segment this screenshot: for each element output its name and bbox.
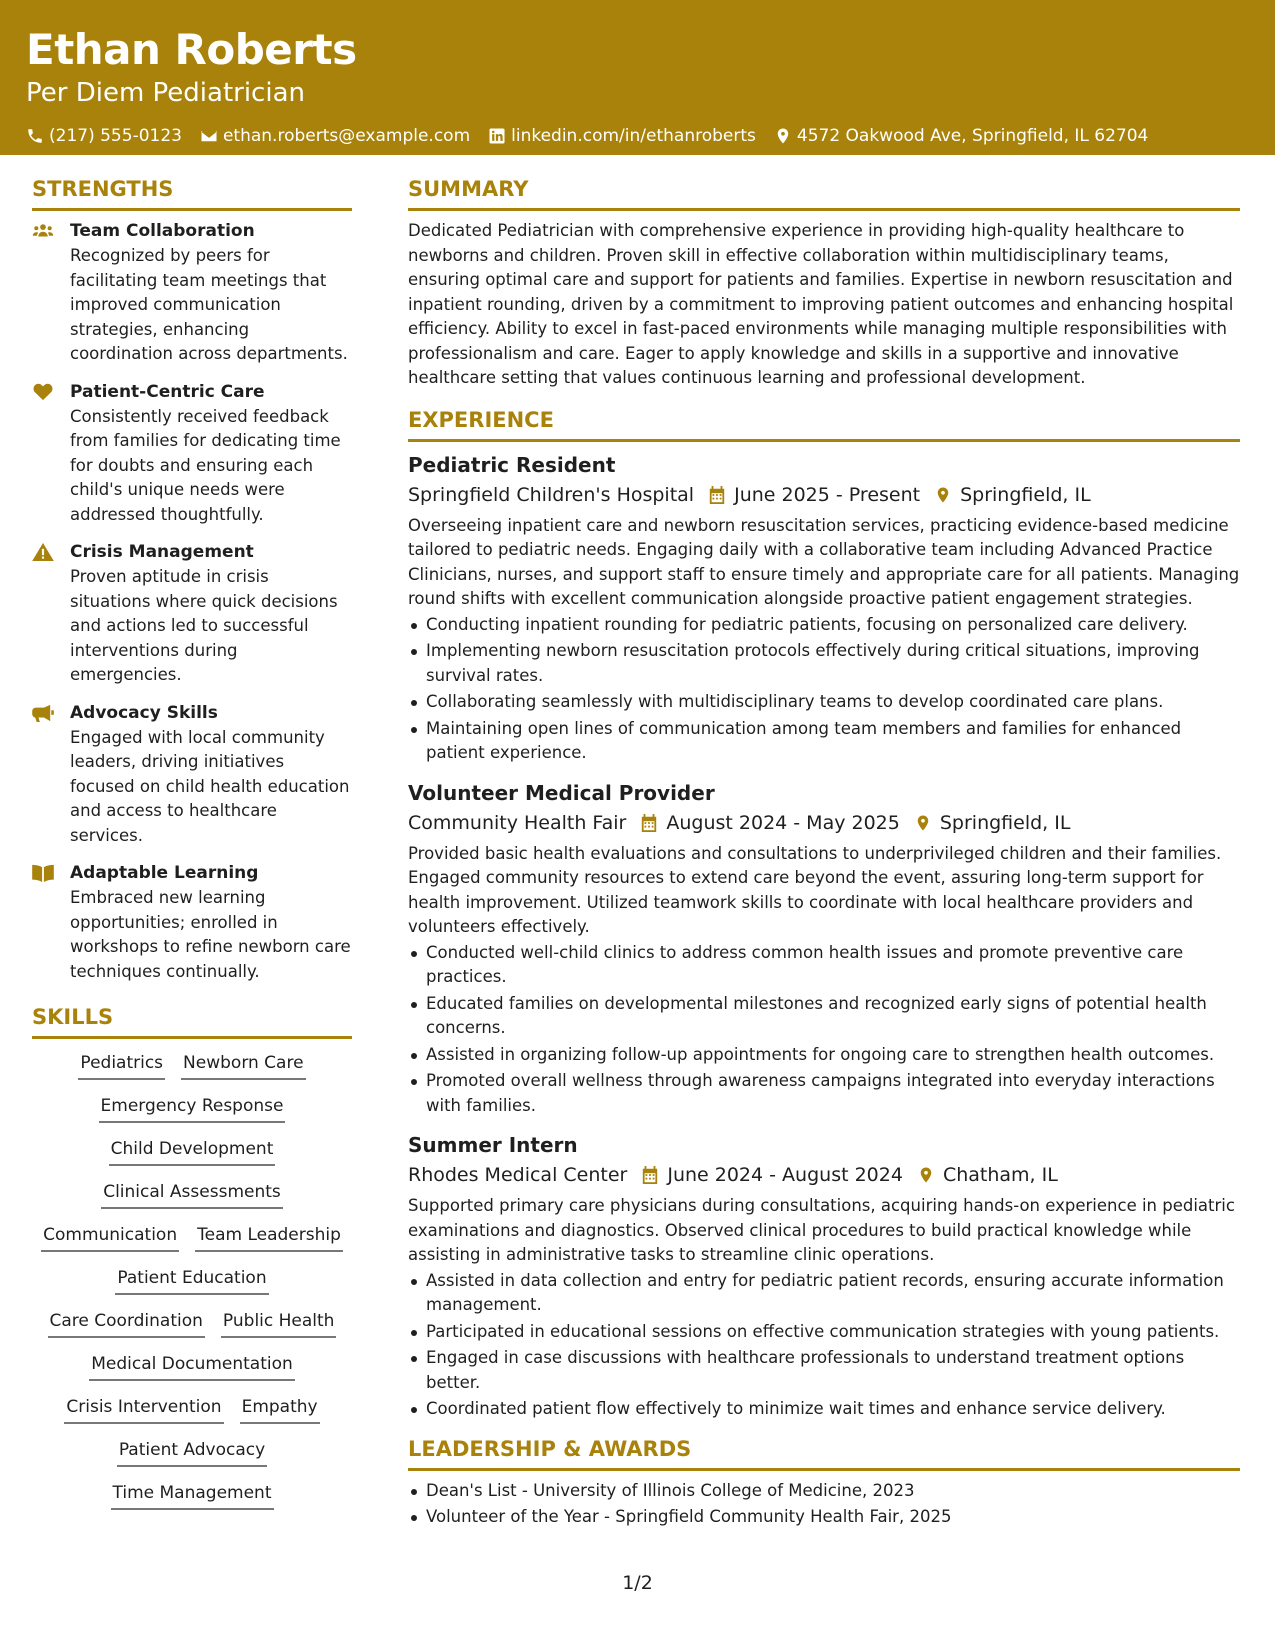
strength-title: Team Collaboration (70, 221, 255, 241)
skill-row (32, 1265, 352, 1297)
job-description: Overseeing inpatient care and newborn resuscitation services, practicing evidence-based medicine tailored to pediatric needs. Engaging daily with a collaborative team including Advanced Practice Clinicians, nurses, and support staff to ensure timely and appropriate care for all patients. Managing round shifts with excellent communication alongside proactive patient engagement strategies. (408, 515, 1240, 608)
contact-address-text: 4572 Oakwood Ave, Springfield, IL 62704 (796, 126, 1149, 146)
contact-bar (26, 126, 1249, 146)
job-dates (640, 808, 900, 838)
skill-tag: Patient Advocacy (117, 1437, 267, 1467)
strength-title: Adaptable Learning (70, 863, 259, 883)
job-bullet: Maintaining open lines of communication among team members and families for enhanced patient experience. (408, 717, 1240, 766)
leadership-heading: LEADERSHIP & AWARDS (408, 1434, 1240, 1471)
job-location-text: Springfield, IL (960, 483, 1091, 506)
left-column (32, 174, 352, 1512)
job-meta (408, 480, 1240, 510)
job-description: Provided basic health evaluations and consultations to underprivileged children and their families. Engaged community resources to extend care beyond the event, assuring long-term support for health improvement. Utilized teamwork skills to coordinate with local healthcare providers and volunteers effectively. (408, 843, 1222, 936)
job-title: Summer Intern (408, 1133, 578, 1157)
skill-row (32, 1093, 352, 1125)
skill-tag: Empathy (240, 1394, 320, 1424)
strength-item (32, 219, 352, 367)
job-dates (708, 480, 920, 510)
job-bullet: Promoted overall wellness through awareness campaigns integrated into everyday interactions with families. (408, 1069, 1240, 1118)
contact-linkedin-text: linkedin.com/in/ethanroberts (511, 126, 756, 146)
megaphone-icon (32, 704, 54, 722)
job-meta (408, 808, 1240, 838)
job-title: Pediatric Resident (408, 452, 616, 477)
right-column (408, 174, 1240, 1532)
book-icon (32, 864, 54, 882)
job-description: Supported primary care physicians during consultations, acquiring hands-on experience in pediatric examinations and diagnostics. Observed clinical procedures to build practical knowledge while assisting in administrative tasks to streamline clinic operations. (408, 1196, 1235, 1264)
skill-tag: Public Health (221, 1308, 337, 1338)
strength-desc: Engaged with local community leaders, driving initiatives focused on child health education and access to healthcare services. (70, 727, 350, 845)
job-location (934, 480, 1091, 510)
skill-tag: Newborn Care (181, 1050, 306, 1080)
skill-tag: Team Leadership (195, 1222, 343, 1252)
job-entry (408, 778, 1240, 1119)
job-dates (641, 1160, 903, 1190)
job-bullet: Assisted in organizing follow-up appointments for ongoing care to strengthen health outcomes. (408, 1043, 1240, 1068)
skill-tag: Pediatrics (78, 1050, 165, 1080)
job-location (914, 808, 1071, 838)
strength-item (32, 380, 352, 528)
skill-tag: Clinical Assessments (101, 1179, 283, 1209)
skill-row (32, 1351, 352, 1383)
summary-heading: SUMMARY (408, 174, 1240, 211)
job-org: Community Health Fair (408, 811, 627, 834)
job-entry (408, 1130, 1240, 1422)
strength-desc: Embraced new learning opportunities; enrolled in workshops to refine newborn care techniques continually. (70, 888, 351, 981)
skill-tag: Emergency Response (99, 1093, 286, 1123)
calendar-icon (708, 485, 726, 505)
skill-row (32, 1480, 352, 1512)
skill-tag: Communication (41, 1222, 179, 1252)
contact-email[interactable] (200, 126, 470, 146)
heart-icon (32, 383, 54, 401)
skill-row (32, 1437, 352, 1469)
skills-heading: SKILLS (32, 1002, 352, 1039)
candidate-name: Ethan Roberts (26, 25, 357, 74)
skill-tag: Crisis Intervention (64, 1394, 223, 1424)
contact-address (774, 126, 1149, 146)
contact-phone[interactable] (26, 126, 182, 146)
job-meta (408, 1160, 1240, 1190)
map-pin-icon (914, 813, 932, 833)
envelope-icon (200, 127, 218, 145)
strength-title: Patient-Centric Care (70, 381, 265, 402)
leadership-list (408, 1479, 1240, 1530)
contact-phone-text: (217) 555-0123 (49, 126, 182, 146)
job-title: Volunteer Medical Provider (408, 780, 715, 805)
job-entry (408, 450, 1240, 766)
job-location-text: Springfield, IL (939, 811, 1071, 834)
skill-row (32, 1050, 352, 1082)
job-location (917, 1160, 1058, 1190)
job-bullet: Educated families on developmental milestones and recognized early signs of potential health concerns. (408, 992, 1240, 1041)
job-org: Rhodes Medical Center (408, 1164, 628, 1186)
job-bullet: Implementing newborn resuscitation protocols effectively during critical situations, improving survival rates. (408, 639, 1240, 688)
job-dates-text: June 2025 - Present (734, 483, 921, 506)
skill-row (32, 1308, 352, 1340)
strength-item (32, 861, 352, 984)
job-org: Springfield Children's Hospital (408, 483, 695, 506)
skill-row (32, 1179, 352, 1211)
map-pin-icon (917, 1165, 935, 1185)
map-pin-icon (774, 127, 792, 145)
job-bullet: Assisted in data collection and entry for pediatric patient records, ensuring accurate information management. (408, 1269, 1240, 1318)
strength-item (32, 540, 352, 688)
skill-tag: Child Development (109, 1136, 276, 1166)
job-bullet: Collaborating seamlessly with multidisciplinary teams to develop coordinated care plans. (408, 690, 1240, 715)
skill-row (32, 1222, 352, 1254)
skill-row (32, 1394, 352, 1426)
skill-row (32, 1136, 352, 1168)
warning-icon (32, 543, 54, 561)
phone-icon (26, 127, 44, 145)
job-bullet: Engaged in case discussions with healthcare professionals to understand treatment options better. (408, 1346, 1240, 1395)
job-bullet: Conducting inpatient rounding for pediatric patients, focusing on personalized care delivery. (408, 613, 1240, 638)
job-bullets (408, 1269, 1240, 1422)
strength-desc: Consistently received feedback from families for dedicating time for doubts and ensuring each child's unique needs were addressed thoughtfully. (70, 406, 341, 524)
skills-section (32, 1002, 352, 1512)
strength-desc: Proven aptitude in crisis situations where quick decisions and actions led to successful interventions during emergencies. (70, 567, 338, 684)
strengths-heading: STRENGTHS (32, 174, 352, 211)
job-dates-text: August 2024 - May 2025 (666, 811, 900, 834)
map-pin-icon (934, 485, 952, 505)
award-item: Volunteer of the Year - Springfield Community Health Fair, 2025 (408, 1505, 1240, 1530)
contact-linkedin[interactable] (488, 126, 756, 146)
job-bullet: Conducted well-child clinics to address common health issues and promote preventive care practices. (408, 941, 1240, 990)
calendar-icon (641, 1165, 659, 1185)
job-location-text: Chatham, IL (942, 1164, 1058, 1186)
strength-title: Advocacy Skills (70, 702, 218, 723)
calendar-icon (640, 813, 658, 833)
page-number: 1/2 (622, 1572, 653, 1594)
experience-heading: EXPERIENCE (408, 405, 1240, 442)
strength-title: Crisis Management (70, 542, 254, 562)
job-bullets (408, 613, 1240, 766)
strength-desc: Recognized by peers for facilitating team meetings that improved communication strategies, enhancing coordination across departments. (70, 246, 348, 363)
job-bullet: Coordinated patient flow effectively to minimize wait times and enhance service delivery. (408, 1397, 1240, 1422)
summary-text: Dedicated Pediatrician with comprehensive experience in providing high-quality healthcare to newborns and children. Proven skill in effective collaboration within multidisciplinary teams, ensuring optimal care and support for patients and families. Expertise in newborn resuscitation and inpatient rounding, driven by a commitment to improving patient outcomes and enhancing hospital efficiency. Ability to excel in fast-paced environments while managing multiple responsibilities with professionalism and care. Eager to apply knowledge and skills in a supportive and innovative healthcare setting that values continuous learning and professional development. (408, 221, 1234, 387)
job-bullet: Participated in educational sessions on effective communication strategies with young patients. (408, 1320, 1240, 1345)
skill-tag: Care Coordination (48, 1308, 205, 1338)
award-item: Dean's List - University of Illinois College of Medicine, 2023 (408, 1479, 1240, 1504)
job-dates-text: June 2024 - August 2024 (667, 1164, 903, 1186)
skill-tag: Patient Education (115, 1265, 268, 1295)
linkedin-icon (488, 127, 506, 145)
users-icon (32, 222, 54, 240)
skill-tag: Time Management (111, 1480, 274, 1510)
contact-email-text: ethan.roberts@example.com (222, 126, 471, 146)
job-bullets (408, 941, 1240, 1119)
skill-tag: Medical Documentation (89, 1351, 295, 1381)
resume-header (0, 0, 1275, 155)
candidate-role: Per Diem Pediatrician (26, 78, 305, 108)
strength-item (32, 701, 352, 849)
